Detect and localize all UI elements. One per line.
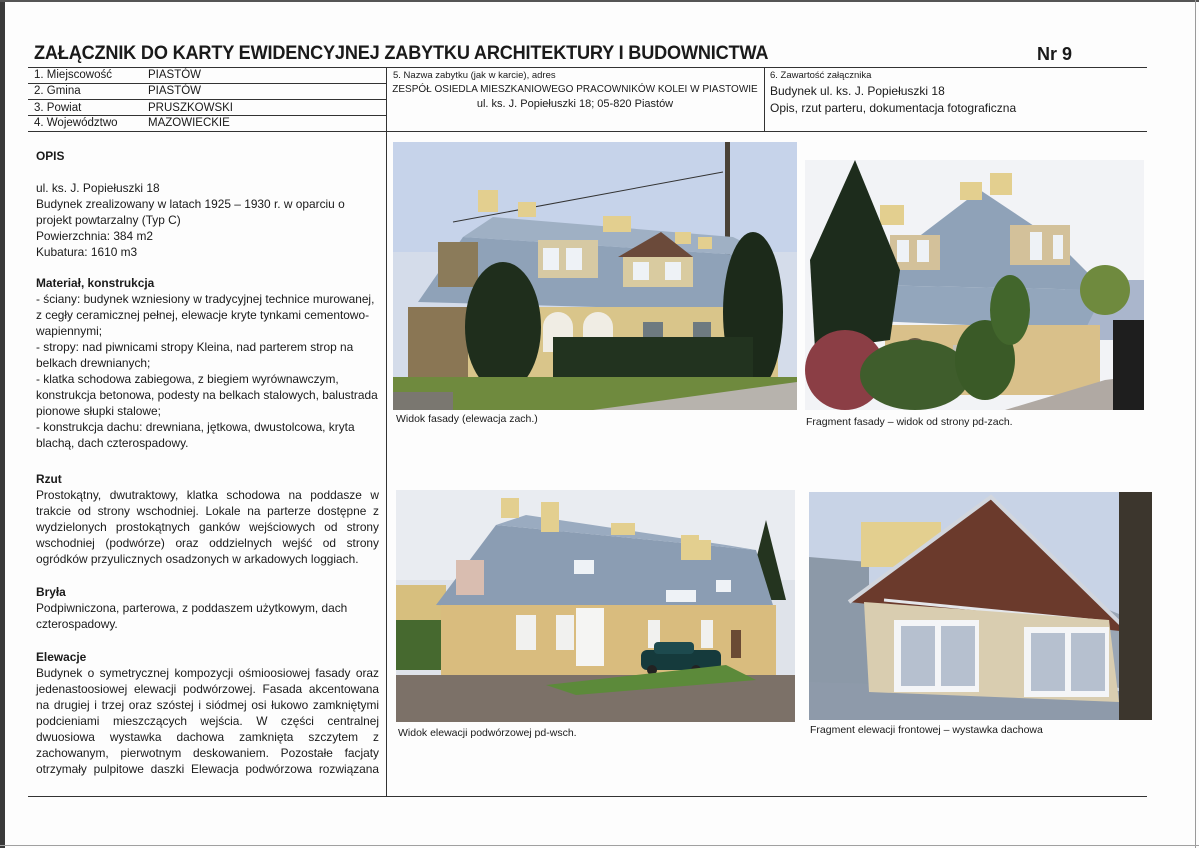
meta-value: PIASTÓW <box>148 85 202 97</box>
page-border-right <box>1195 0 1196 848</box>
meta-label: 3. Powiat <box>34 102 82 114</box>
material-line: - stropy: nad piwnicami stropy Kleina, nad parterem strop na belkach drewnianych; <box>36 340 354 370</box>
elewacje-text: Budynek o symetrycznej kompozycji ośmioosiowej fasady oraz jedenastoosiowej elewacji podwórzowej. Fasada akcentowana na drugiej i trzej oraz szóstej i siódmej osi łukowo zamkniętymi podcieniami mieszczących wejścia. W części centralnej dwuosiowa wystawka dachowa zamknięta szczytem z zachowanym, pierwotnym deskowaniem. Pozostałe facjaty otrzymały pulpitowe daszki Elewacja podwórzowa rozwiązana <box>36 666 379 776</box>
section-bryla <box>36 584 379 632</box>
photo-caption: Fragment elewacji frontowej – wystawka dachowa <box>810 724 1043 736</box>
section-elewacje <box>36 649 379 777</box>
meta-row-divider <box>28 99 386 100</box>
contents-line-1: Budynek ul. ks. J. Popiełuszki 18 <box>770 84 945 98</box>
photo-facade-fragment-sw <box>805 160 1144 410</box>
section-heading-bryla: Bryła <box>36 585 66 599</box>
meta-label: 4. Województwo <box>34 117 118 129</box>
meta-label: 2. Gmina <box>34 85 81 97</box>
building-photo-image <box>396 490 795 722</box>
meta-value: MAZOWIECKIE <box>148 117 230 129</box>
meta-label: 1. Miejscowość <box>34 69 112 81</box>
photo-caption: Fragment fasady – widok od strony pd-zach. <box>806 416 1013 428</box>
rzut-text: Prostokątny, dwutraktowy, klatka schodowa na poddasze w trakcie od strony wschodniej. Lokale na parterze dostępne z wydzielonych prostokątnych ganków wejściowych od strony wschodniej (podwórze) oraz oddzielnych wejść od strony ogródków przyulicznych osadzonych w arkadowych loggiach. <box>36 488 379 566</box>
material-line: - konstrukcja dachu: drewniana, jętkowa, dwustolcowa, kryta blachą, dach czterospadowy. <box>36 420 355 450</box>
meta-row-gmina <box>34 84 201 99</box>
contents-line-2: Opis, rzut parteru, dokumentacja fotograficzna <box>770 101 1017 115</box>
page-border-left <box>0 0 5 848</box>
monument-name: ZESPÓŁ OSIEDLA MIESZKANIOWEGO PRACOWNIKÓW KOLEI W PIASTOWIE <box>392 84 758 95</box>
photo-courtyard-elevation <box>396 490 795 722</box>
section-heading-material: Materiał, konstrukcja <box>36 276 155 290</box>
section-rzut <box>36 471 379 567</box>
meta-value: PIASTÓW <box>148 69 202 81</box>
section-heading-rzut: Rzut <box>36 472 62 486</box>
page-border-bottom <box>0 845 1199 846</box>
monument-label: 5. Nazwa zabytku (jak w karcie), adres <box>393 70 556 81</box>
building-photo-image <box>809 492 1152 720</box>
photo-caption: Widok fasady (elewacja zach.) <box>396 413 538 425</box>
document-title: ZAŁĄCZNIK DO KARTY EWIDENCYJNEJ ZABYTKU ARCHITEKTURY I BUDOWNICTWA <box>34 42 769 64</box>
building-photo-image <box>805 160 1144 410</box>
meta-row-miejscowosc <box>34 68 201 83</box>
material-line: - ściany: budynek wzniesiony w tradycyjnej technice murowanej, z cegły ceramicznej pełnej, elewacje kryte tynkami cementowo-wapiennymi; <box>36 292 375 338</box>
photo-facade-west <box>393 142 797 410</box>
meta-row-powiat <box>34 101 233 116</box>
opis-line: Kubatura: 1610 m3 <box>36 245 138 259</box>
section-heading-elewacje: Elewacje <box>36 650 87 664</box>
section-material <box>36 275 379 451</box>
contents-label: 6. Zawartość załącznika <box>770 70 872 81</box>
photo-dormer-fragment <box>809 492 1152 720</box>
photo-caption: Widok elewacji podwórzowej pd-wsch. <box>398 727 577 739</box>
column-divider <box>764 67 765 131</box>
page-rule-bottom <box>28 796 1147 797</box>
opis-line: ul. ks. J. Popiełuszki 18 <box>36 181 160 195</box>
meta-value: PRUSZKOWSKI <box>148 102 233 114</box>
meta-row-wojewodztwo <box>34 116 230 131</box>
document-number: Nr 9 <box>1037 44 1073 64</box>
section-heading-opis: OPIS <box>36 149 65 163</box>
opis-line: Powierzchnia: 384 m2 <box>36 229 153 243</box>
material-line: - klatka schodowa zabiegowa, z biegiem wyrównawczym, konstrukcja betonowa, podesty na belkach stalowych, balustrada pionowe słupki stalowe; <box>36 372 378 418</box>
opis-line: Budynek zrealizowany w latach 1925 – 1930 r. w oparciu o projekt powtarzalny (Typ C) <box>36 197 345 227</box>
column-divider <box>386 67 387 797</box>
building-photo-image <box>393 142 797 410</box>
bryla-text: Podpiwniczona, parterowa, z poddaszem użytkowym, dach czterospadowy. <box>36 601 348 631</box>
header-rule-bottom <box>28 131 1147 132</box>
section-opis <box>36 148 379 260</box>
monument-address: ul. ks. J. Popiełuszki 18; 05-820 Piastów <box>476 98 674 110</box>
page-border-top <box>0 0 1199 2</box>
